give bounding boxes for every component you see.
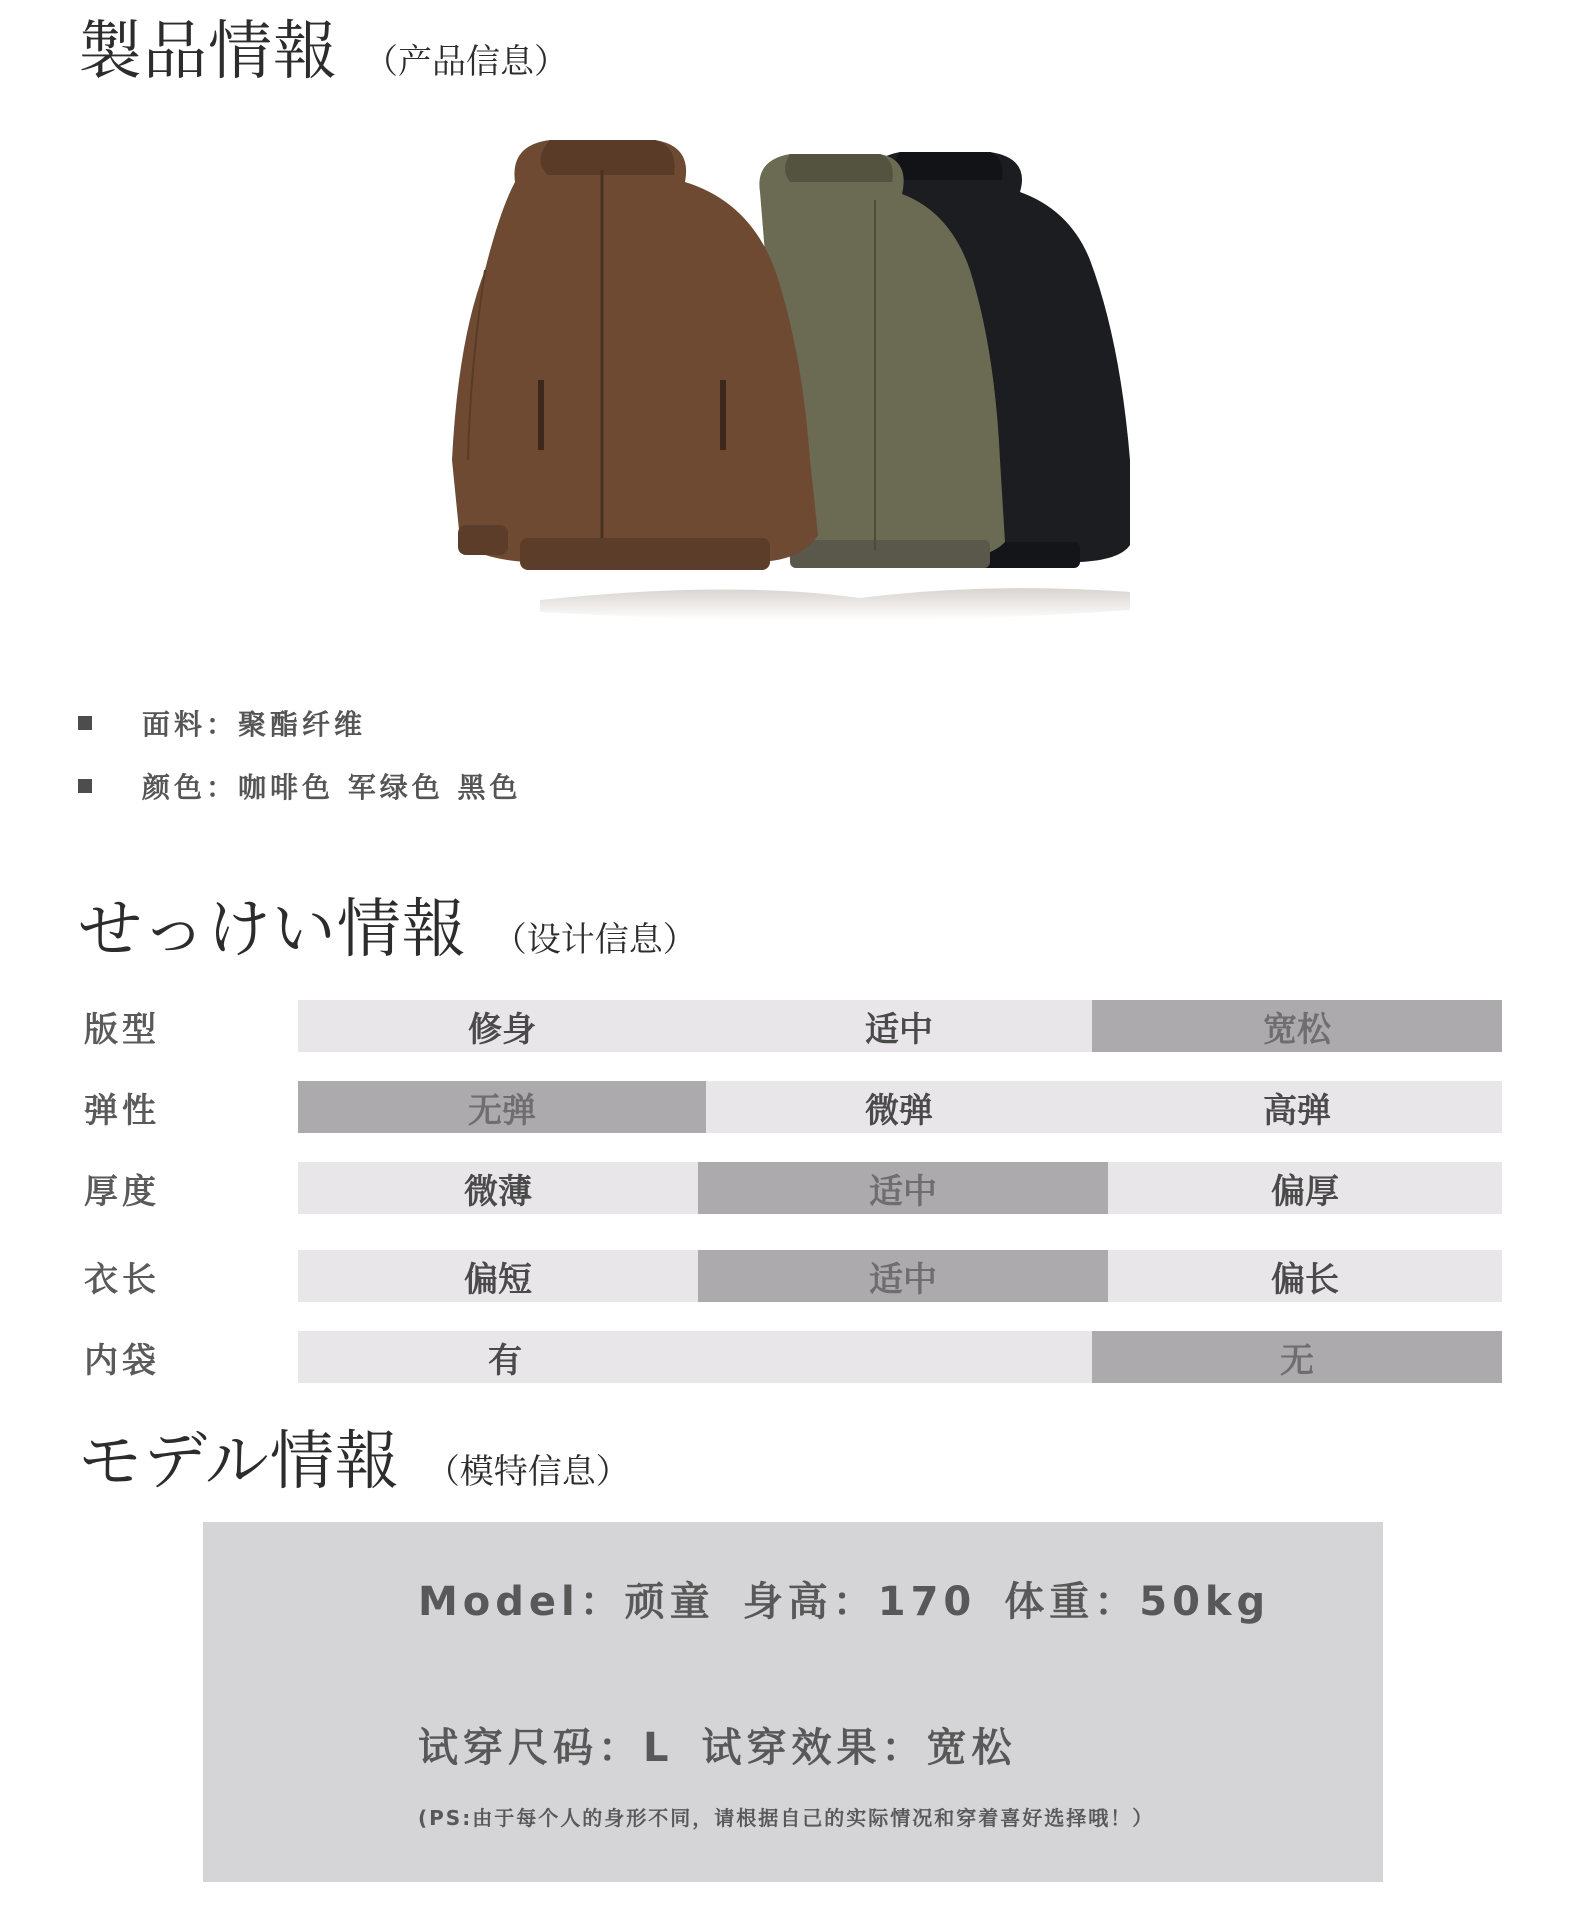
color-row [78, 766, 522, 806]
elasticity-scale [298, 1081, 1502, 1133]
size-value: L [643, 1725, 674, 1771]
fit-label: 版型 [84, 1009, 160, 1050]
effect-label: 试穿效果： [701, 1725, 927, 1771]
thickness-option-medium: 适中 [698, 1162, 1108, 1214]
model-name: 顽童 [624, 1579, 715, 1625]
design-info-heading [78, 878, 697, 970]
thickness-row [84, 1162, 1504, 1214]
floor-shadow [540, 588, 1130, 620]
inner-pocket-label: 内袋 [84, 1340, 160, 1381]
model-label: Model： [418, 1579, 625, 1625]
fabric-row [78, 703, 366, 743]
model-stats-line [418, 1570, 1270, 1627]
size-label: 试穿尺码： [418, 1725, 643, 1771]
fit-option-regular: 适中 [865, 1009, 933, 1050]
thickness-option-thin: 微薄 [464, 1171, 532, 1212]
product-jackets-image [430, 130, 1190, 620]
fit-row [84, 1000, 1504, 1052]
inner-pocket-scale [298, 1331, 1502, 1383]
fitting-note: (PS:由于每个人的身形不同，请根据自己的实际情况和穿着喜好选择哦！） [418, 1806, 1155, 1830]
model-info-title: モデル情報 [78, 1425, 400, 1499]
length-label: 衣长 [84, 1259, 160, 1300]
model-info-panel [203, 1522, 1383, 1882]
weight-label: 体重： [1004, 1579, 1140, 1625]
color-label: 颜色： [142, 771, 239, 804]
length-option-regular: 适中 [698, 1250, 1108, 1302]
product-info-subtitle: （产品信息） [364, 42, 568, 82]
height-label: 身高： [742, 1579, 878, 1625]
thickness-scale [298, 1162, 1502, 1214]
elasticity-option-high: 高弹 [1263, 1090, 1331, 1131]
design-info-title: せっけい情報 [78, 893, 467, 967]
inner-pocket-option-yes: 有 [488, 1340, 522, 1381]
length-option-short: 偏短 [464, 1259, 532, 1300]
elasticity-row [84, 1081, 1504, 1133]
fitting-line [418, 1716, 1017, 1773]
elasticity-option-slight: 微弹 [865, 1090, 933, 1131]
fabric-value: 聚酯纤维 [238, 708, 367, 741]
inner-pocket-row [84, 1331, 1504, 1383]
color-value: 咖啡色 军绿色 黑色 [238, 771, 522, 804]
length-scale [298, 1250, 1502, 1302]
model-info-subtitle: （模特信息） [425, 1452, 630, 1492]
weight-value: 50kg [1139, 1579, 1271, 1625]
product-info-heading [78, 0, 568, 92]
design-info-subtitle: （设计信息） [492, 920, 697, 960]
thickness-label: 厚度 [84, 1171, 160, 1212]
bullet-icon [78, 779, 92, 793]
inner-pocket-option-no: 无 [1092, 1331, 1502, 1383]
effect-value: 宽松 [926, 1725, 1017, 1771]
thickness-option-thick: 偏厚 [1271, 1171, 1339, 1212]
fit-option-loose: 宽松 [1092, 1000, 1502, 1052]
fabric-label: 面料： [142, 708, 239, 741]
elasticity-label: 弹性 [84, 1090, 160, 1131]
elasticity-option-none: 无弹 [298, 1081, 706, 1133]
model-info-heading [78, 1410, 630, 1502]
length-row [84, 1250, 1504, 1302]
product-info-title: 製品情報 [78, 15, 338, 89]
length-option-long: 偏长 [1271, 1259, 1339, 1300]
bullet-icon [78, 716, 92, 730]
height-value: 170 [877, 1579, 977, 1625]
fit-option-slim: 修身 [468, 1009, 536, 1050]
fit-scale [298, 1000, 1502, 1052]
